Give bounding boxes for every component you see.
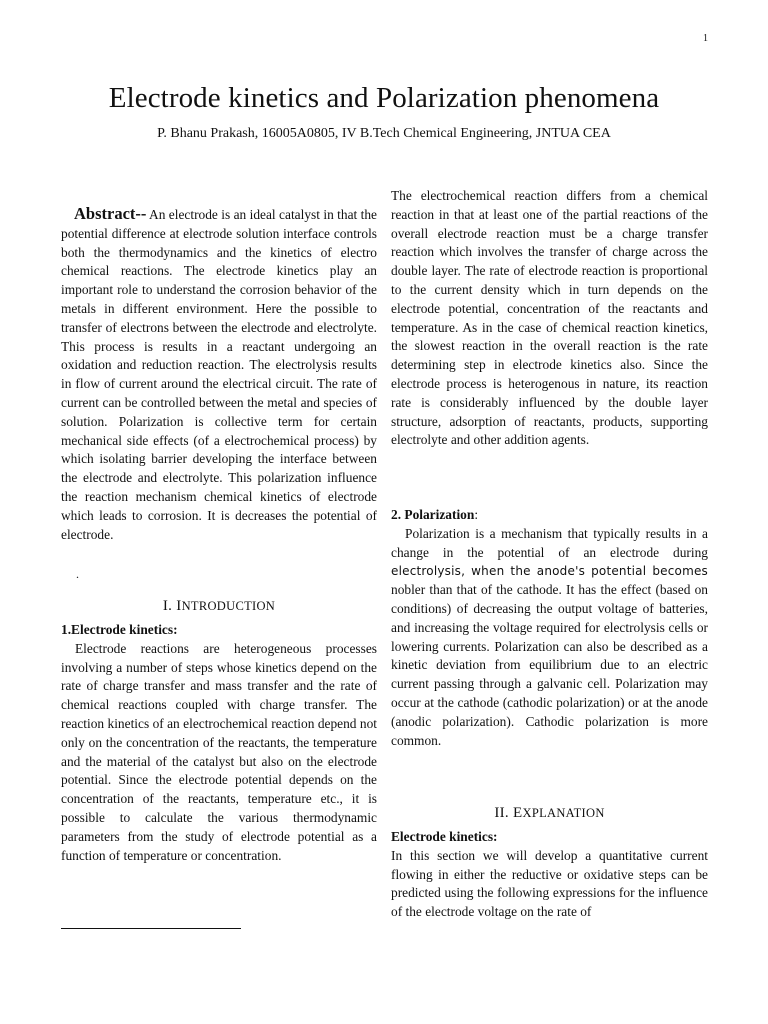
polarization-text-b: nobler than that of the cathode. It has the effect (based on conditions) of decreasing the output voltage of batteries, and increasing the voltage required for electrolysis cells or lowering currents. Polarization can also be described as a kinetic deviation from equilibrium due to an electric current passing through a galvanic cell. Polarization may occur at the cathode (cathodic polarization) or at the anode (anodic polarization). Cathodic polarization is more common. xyxy=(391,582,708,748)
section-title-rest: XPLANATION xyxy=(522,806,605,820)
section-numeral: I. xyxy=(162,598,173,614)
right-intro xyxy=(391,187,708,450)
abstract-label: Abstract-- xyxy=(74,204,147,223)
abstract-text: An electrode is an ideal catalyst in that the potential difference at electrode solution interface controls both the thermodynamics and the kinetics of electro chemical reactions. The electrode kinetics play an important role to understand the corrosion behavior of the metals in different environment. Here the possible to transfer of electrons between the electrode and electrolyte. This process is results in a reactant undergoing an oxidation and reduction reaction. The electrolysis results in flow of current around the electrical circuit. The rate of current can be controlled between the metal and species of solution. Polarization is collective term for certain mechanical side effects (of a electrochemical process) by which isolating barrier developing the interface between the electrode and electrolyte. This polarization influence the reaction mechanism chemical kinetics of electrode which leads to corrosion. It is decreases the potential of electrode. xyxy=(61,207,377,542)
polarization-text-mono: electrolysis, when the anode's potential becomes xyxy=(391,564,708,579)
page-title: Electrode kinetics and Polarization phenomena xyxy=(108,82,660,114)
abstract xyxy=(61,205,377,544)
introduction-body xyxy=(61,621,377,865)
polarization-heading: 2. Polarization xyxy=(391,507,475,522)
section-initial: I xyxy=(176,598,182,614)
stray-dot: . xyxy=(76,567,79,581)
subheading-electrode-kinetics-2: Electrode kinetics: xyxy=(391,829,498,844)
right-intro-paragraph: The electrochemical reaction differs from a chemical reaction in that at least one of the partial reactions of the overall electrode reaction must be a charge transfer reaction which involves the transfer of charge across the double layer. The rate of electrode reaction is proportional to the current density which in turn depends on the electrode potential, concentration of the reactants and temperature. As in the case of chemical reaction kinetics, the slowest reaction in the overall reaction is the rate determining step in electrode kinetics also. Since the electrode process is heterogenous in nature, its reaction rate is considerably influenced by the double layer structure, adsorption of reactants, products, supporting electrolyte and other addition agents. xyxy=(391,188,708,448)
author-line: P. Bhanu Prakash, 16005A0805, IV B.Tech Chemical Engineering, JNTUA CEA xyxy=(157,126,611,141)
section-heading-introduction xyxy=(61,596,377,616)
explanation-body xyxy=(391,828,708,922)
section-initial: E xyxy=(513,805,523,821)
explanation-paragraph: In this section we will develop a quantitative current flowing in either the reductive or oxidative steps can be predicted using the following expressions for the influence of the electrode voltage on the rate of xyxy=(391,847,708,920)
section-title-rest: NTRODUCTION xyxy=(181,599,276,613)
polarization-section xyxy=(391,506,708,750)
polarization-colon: : xyxy=(474,507,479,522)
page-number: 1 xyxy=(703,33,708,44)
polarization-paragraph xyxy=(391,525,708,751)
subheading-electrode-kinetics: 1.Electrode kinetics: xyxy=(61,622,178,637)
footnote-rule xyxy=(61,928,241,929)
introduction-paragraph: Electrode reactions are heterogeneous processes involving a number of steps whose kinetics depend on the rate of charge transfer and mass transfer and the rate of chemical reactions coupled with charge transfer. The reaction kinetics of an electrochemical reaction depend not only on the concentration of the reactants, the temperature and the material of the catalyst but also on the electrode potential. Since the electrode potential depends on the concentration of the reactants, temperature etc., it is possible to calculate the various thermodynamic parameters from the study of electrode potential as a function of temperature or concentration. xyxy=(61,640,377,863)
polarization-text-a: Polarization is a mechanism that typically results in a change in the potential of an electrode during xyxy=(391,525,708,560)
section-numeral: II. xyxy=(494,805,509,821)
section-heading-explanation xyxy=(391,803,708,823)
